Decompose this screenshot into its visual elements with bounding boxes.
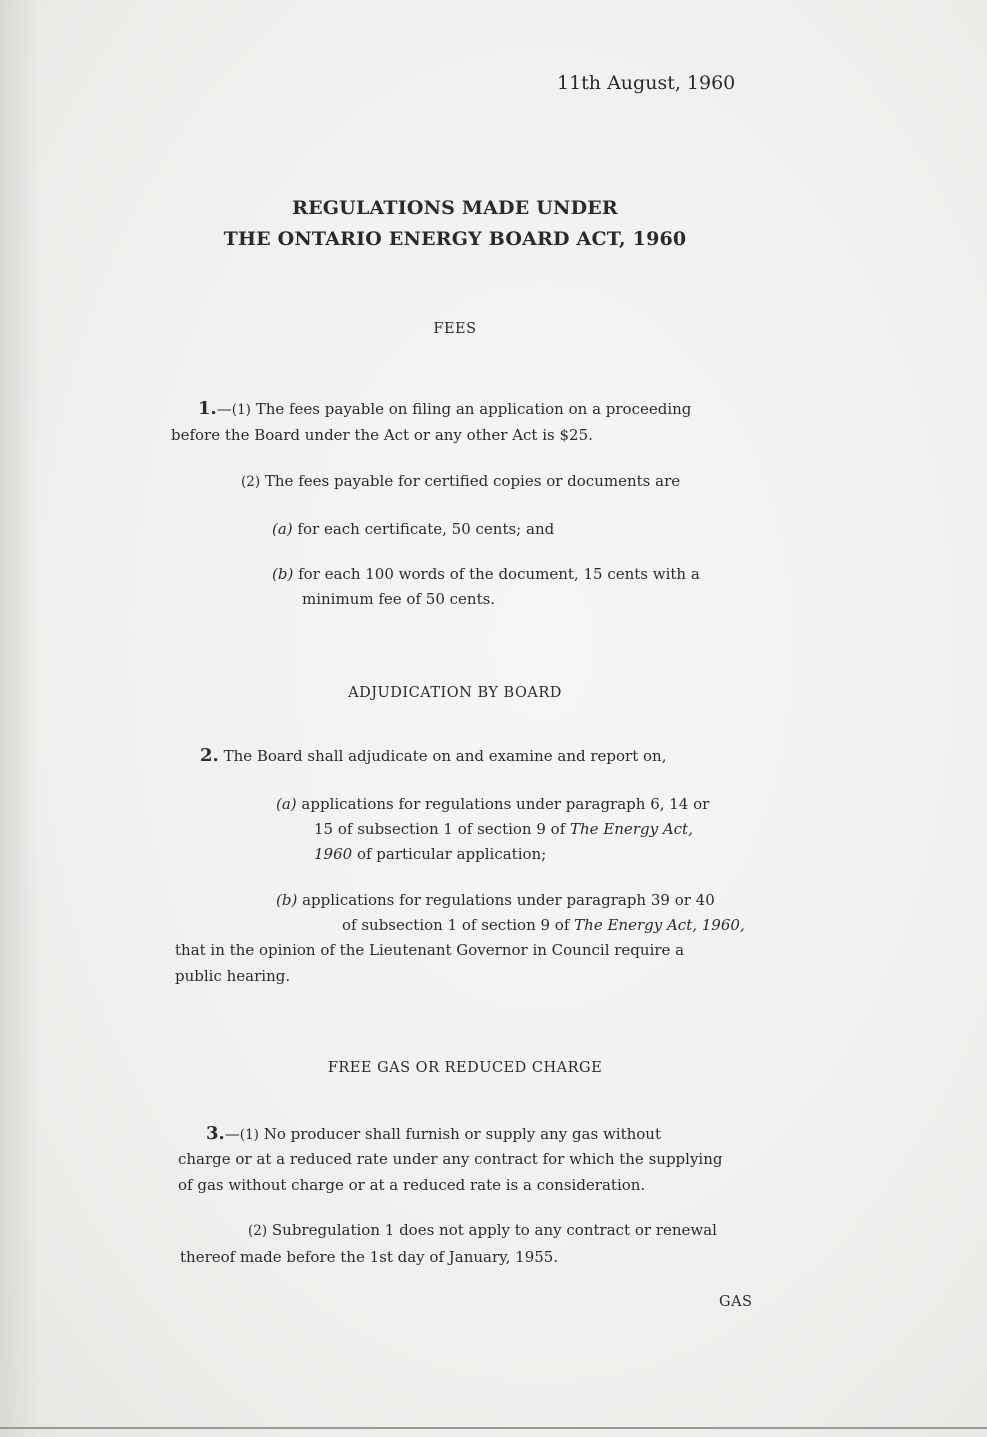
section-3-2-line-2: thereof made before the 1st day of January, 1955.: [180, 1248, 559, 1266]
section-number: 1.: [198, 398, 217, 419]
subsection-label: (2): [248, 1223, 268, 1239]
page-catchword: GAS: [719, 1294, 753, 1310]
clause-b-line-2: minimum fee of 50 cents.: [302, 590, 496, 608]
section-3-2-line-1: [248, 1221, 717, 1239]
clause-label: (b): [272, 565, 294, 583]
document-date: 11th August, 1960: [557, 72, 736, 94]
section-1-line-1: [198, 398, 691, 419]
line-text: of particular application;: [352, 845, 547, 863]
section-2-line-4: public hearing.: [175, 967, 291, 985]
line-text: No producer shall furnish or supply any gas without: [258, 1125, 661, 1143]
em-dash: —: [216, 400, 232, 418]
line-text: 15 of subsection 1 of section 9 of: [314, 820, 571, 838]
clause-b-line-2: [342, 916, 745, 934]
line-text: The Board shall adjudicate on and examine and report on,: [218, 747, 667, 765]
subsection-label: (1): [239, 1127, 259, 1143]
subsection-label: (1): [231, 402, 251, 418]
section-2-line-1: [200, 745, 666, 766]
section-number: 2.: [200, 745, 219, 766]
act-name: The Energy Act,: [570, 820, 693, 838]
clause-label: (b): [276, 891, 298, 909]
clause-a: [272, 520, 554, 538]
section-3-line-3: of gas without charge or at a reduced rate is a consideration.: [178, 1176, 646, 1194]
title-line-2: THE ONTARIO ENERGY BOARD ACT, 1960: [223, 228, 687, 250]
line-text: The fees payable on filing an application on a proceeding: [250, 400, 692, 418]
heading-free-gas: FREE GAS OR REDUCED CHARGE: [327, 1060, 603, 1076]
act-name: The Energy Act, 1960,: [574, 916, 745, 934]
section-3-line-2: charge or at a reduced rate under any contract for which the supplying: [178, 1150, 723, 1168]
heading-adjudication: ADJUDICATION BY BOARD: [348, 685, 562, 701]
section-1-2: [241, 472, 680, 490]
title-line-1: REGULATIONS MADE UNDER: [292, 197, 618, 219]
line-text: applications for regulations under paragraph 6, 14 or: [296, 795, 710, 813]
line-text: for each 100 words of the document, 15 cents with a: [293, 565, 700, 583]
clause-b-line-1: [276, 891, 715, 909]
clause-a-line-1: [276, 795, 709, 813]
section-2-line-3: that in the opinion of the Lieutenant Governor in Council require a: [175, 941, 685, 959]
clause-label: (a): [272, 520, 293, 538]
line-text: The fees payable for certified copies or documents are: [260, 472, 681, 490]
clause-label: (a): [276, 795, 297, 813]
section-1-line-2: before the Board under the Act or any other Act is $25.: [171, 426, 593, 444]
line-text: Subregulation 1 does not apply to any contract or renewal: [267, 1221, 717, 1239]
section-3-line-1: [206, 1123, 661, 1144]
em-dash: —: [224, 1125, 240, 1143]
section-number: 3.: [206, 1123, 225, 1144]
clause-a-line-3: [314, 845, 546, 863]
heading-fees: FEES: [433, 321, 477, 337]
line-text: applications for regulations under paragraph 39 or 40: [297, 891, 715, 909]
clause-a-line-2: [314, 820, 693, 838]
subsection-label: (2): [241, 474, 261, 490]
clause-b-line-1: [272, 565, 700, 583]
act-year: 1960: [314, 845, 353, 863]
scan-bottom-edge: [0, 1427, 987, 1429]
line-text: for each certificate, 50 cents; and: [292, 520, 555, 538]
line-text: of subsection 1 of section 9 of: [342, 916, 575, 934]
